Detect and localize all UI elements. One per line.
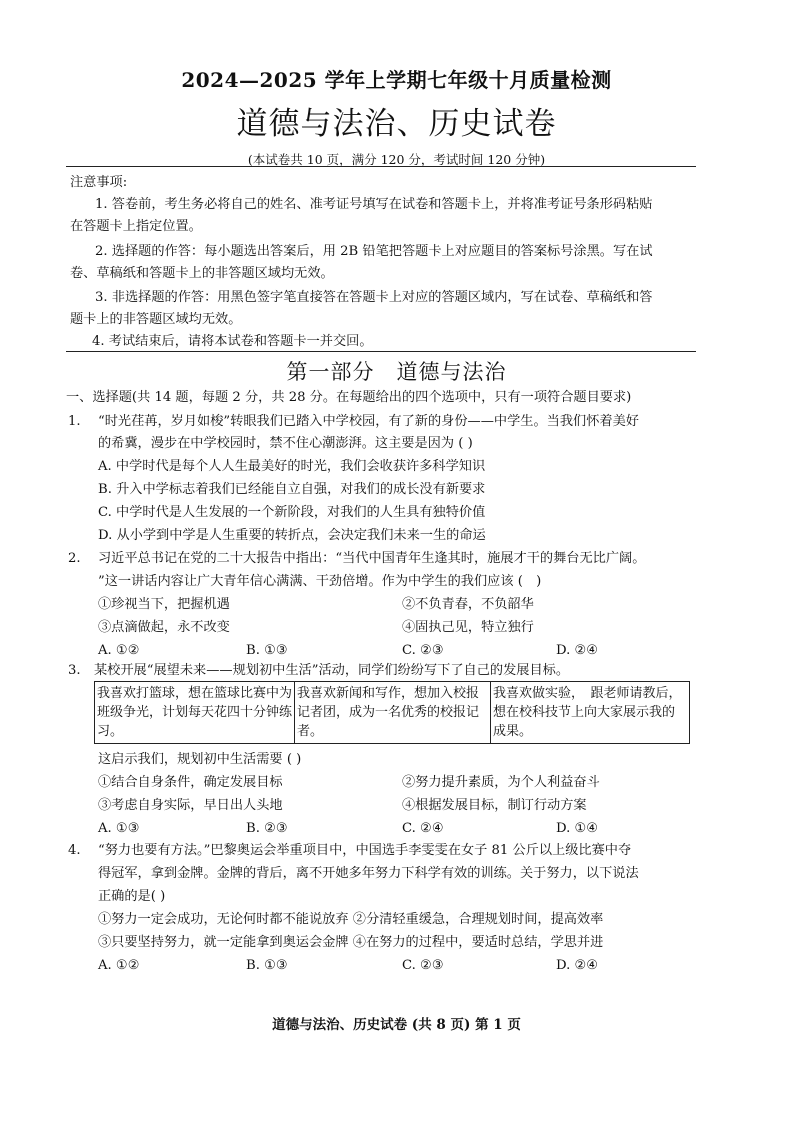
notice-line: 3. 非选择题的作答：用黑色签字笔直接答在答题卡上对应的答题区域内，写在试卷、草稿纸和答 [95, 290, 653, 305]
goal-box: 我喜欢新闻和写作，想加入校报记者团，成为一名优秀的校报记者。 [295, 682, 491, 743]
notice-line: 在答题卡上指定位置。 [70, 219, 202, 234]
choice-b: B. ①③ [246, 958, 288, 973]
question-stem: 的希冀，漫步在中学校园时，禁不住心潮澎湃。这主要是因为 ( ) [98, 436, 473, 451]
statement-item: ④根据发展目标，制订行动方案 [402, 798, 587, 813]
page-footer: 道德与法治、历史试卷 (共 8 页) 第 1 页 [272, 1017, 521, 1033]
statement-item: ②不负青春，不负韶华 [402, 597, 534, 612]
notice-line: 1. 答卷前，考生务必将自己的姓名、准考证号填写在试卷和答题卡上，并将准考证号条形码粘贴 [95, 197, 653, 212]
choice-d: D. ①④ [556, 821, 599, 836]
option-d: D. 从小学到中学是人生重要的转折点，会决定我们未来一生的命运 [98, 528, 486, 543]
question-number: 4. [68, 843, 81, 858]
part-title: 第一部分 道德与法治 [286, 360, 507, 384]
goal-box: 我喜欢做实验， 跟老师请教后，想在校科技节上向大家展示我的成果。 [493, 686, 682, 739]
notices-divider [66, 351, 696, 352]
exam-note: (本试卷共 10 页，满分 120 分，考试时间 120 分钟) [247, 152, 546, 167]
question-number: 1. [68, 414, 81, 429]
goal-box: 我喜欢打篮球，想在篮球比赛中为班级争光，计划每天花四十分钟练习。 [95, 682, 295, 743]
choice-a: A. ①② [98, 643, 140, 658]
choice-a: A. ①③ [98, 821, 140, 836]
question-number: 2. [68, 551, 81, 566]
question-stem: “努力也要有方法。”巴黎奥运会举重项目中，中国选手李雯雯在女子 81 公斤以上级比赛中夺 [98, 843, 632, 858]
choice-a: A. ①② [98, 958, 140, 973]
question-prompt: 这启示我们，规划初中生活需要 ( ) [98, 752, 302, 767]
goal-boxes [94, 681, 690, 744]
question-stem: 得冠军，拿到金牌。金牌的背后，离不开她多年努力下科学有效的训练。关于努力，以下说法 [98, 866, 639, 881]
statement-item: ①珍视当下，把握机遇 [98, 597, 230, 612]
choice-b: B. ①③ [246, 643, 288, 658]
notice-line: 题卡上的非答题区域均无效。 [70, 312, 242, 327]
choice-d: D. ②④ [556, 958, 599, 973]
question-stem: 习近平总书记在党的二十大报告中指出：“当代中国青年生逢其时，施展才干的舞台无比广阔。 [98, 551, 646, 566]
statement-item: ③考虑自身实际，早日出人头地 [98, 798, 283, 813]
question-stem: ”这一讲话内容让广大青年信心满满、干劲倍增。作为中学生的我们应该 ( ) [98, 574, 542, 589]
notice-line: 2. 选择题的作答：每小题选出答案后，用 2B 铅笔把答题卡上对应题目的答案标号涂黑。写在试 [95, 244, 653, 259]
notice-line: 卷、草稿纸和答题卡上的非答题区域均无效。 [70, 266, 334, 281]
header-divider [66, 166, 696, 167]
question-stem: 正确的是( ) [98, 889, 166, 904]
statement-item: ③只要坚持努力，就一定能拿到奥运会金牌 ④在努力的过程中，要适时总结，学思并进 [98, 935, 604, 950]
exam-title-line2: 道德与法治、历史试卷 [236, 106, 557, 142]
section-intro: 一、选择题(共 14 题，每题 2 分，共 28 分。在每题给出的四个选项中，只有一项符合题目要求) [66, 390, 632, 405]
question-number: 3. [68, 663, 81, 678]
option-c: C. 中学时代是人生发展的一个新阶段，对我们的人生具有独特价值 [98, 505, 486, 520]
choice-c: C. ②③ [402, 958, 444, 973]
statement-item: ①结合自身条件，确定发展目标 [98, 775, 283, 790]
option-a: A. 中学时代是每个人人生最美好的时光，我们会收获许多科学知识 [98, 459, 486, 474]
statement-item: ③点滴做起，永不改变 [98, 620, 230, 635]
choice-b: B. ②③ [246, 821, 288, 836]
choice-c: C. ②④ [402, 821, 444, 836]
question-stem: “时光荏苒，岁月如梭”转眼我们已踏入中学校园，有了新的身份——中学生。当我们怀着美好 [98, 414, 639, 429]
choice-d: D. ②④ [556, 643, 599, 658]
choice-c: C. ②③ [402, 643, 444, 658]
question-stem: 某校开展“展望未来——规划初中生活”活动，同学们纷纷写下了自己的发展目标。 [94, 663, 570, 678]
exam-title-line1: 2024—2025 学年上学期七年级十月质量检测 [181, 68, 612, 92]
notice-line: 4. 考试结束后，请将本试卷和答题卡一并交回。 [92, 334, 373, 349]
statement-item: ④固执己见，特立独行 [402, 620, 534, 635]
statement-item: ①努力一定会成功，无论何时都不能说放弃 ②分清轻重缓急，合理规划时间，提高效率 [98, 912, 604, 927]
option-b: B. 升入中学标志着我们已经能自立自强，对我们的成长没有新要求 [98, 482, 486, 497]
statement-item: ②努力提升素质，为个人利益奋斗 [402, 775, 600, 790]
notices-heading: 注意事项: [70, 175, 128, 190]
